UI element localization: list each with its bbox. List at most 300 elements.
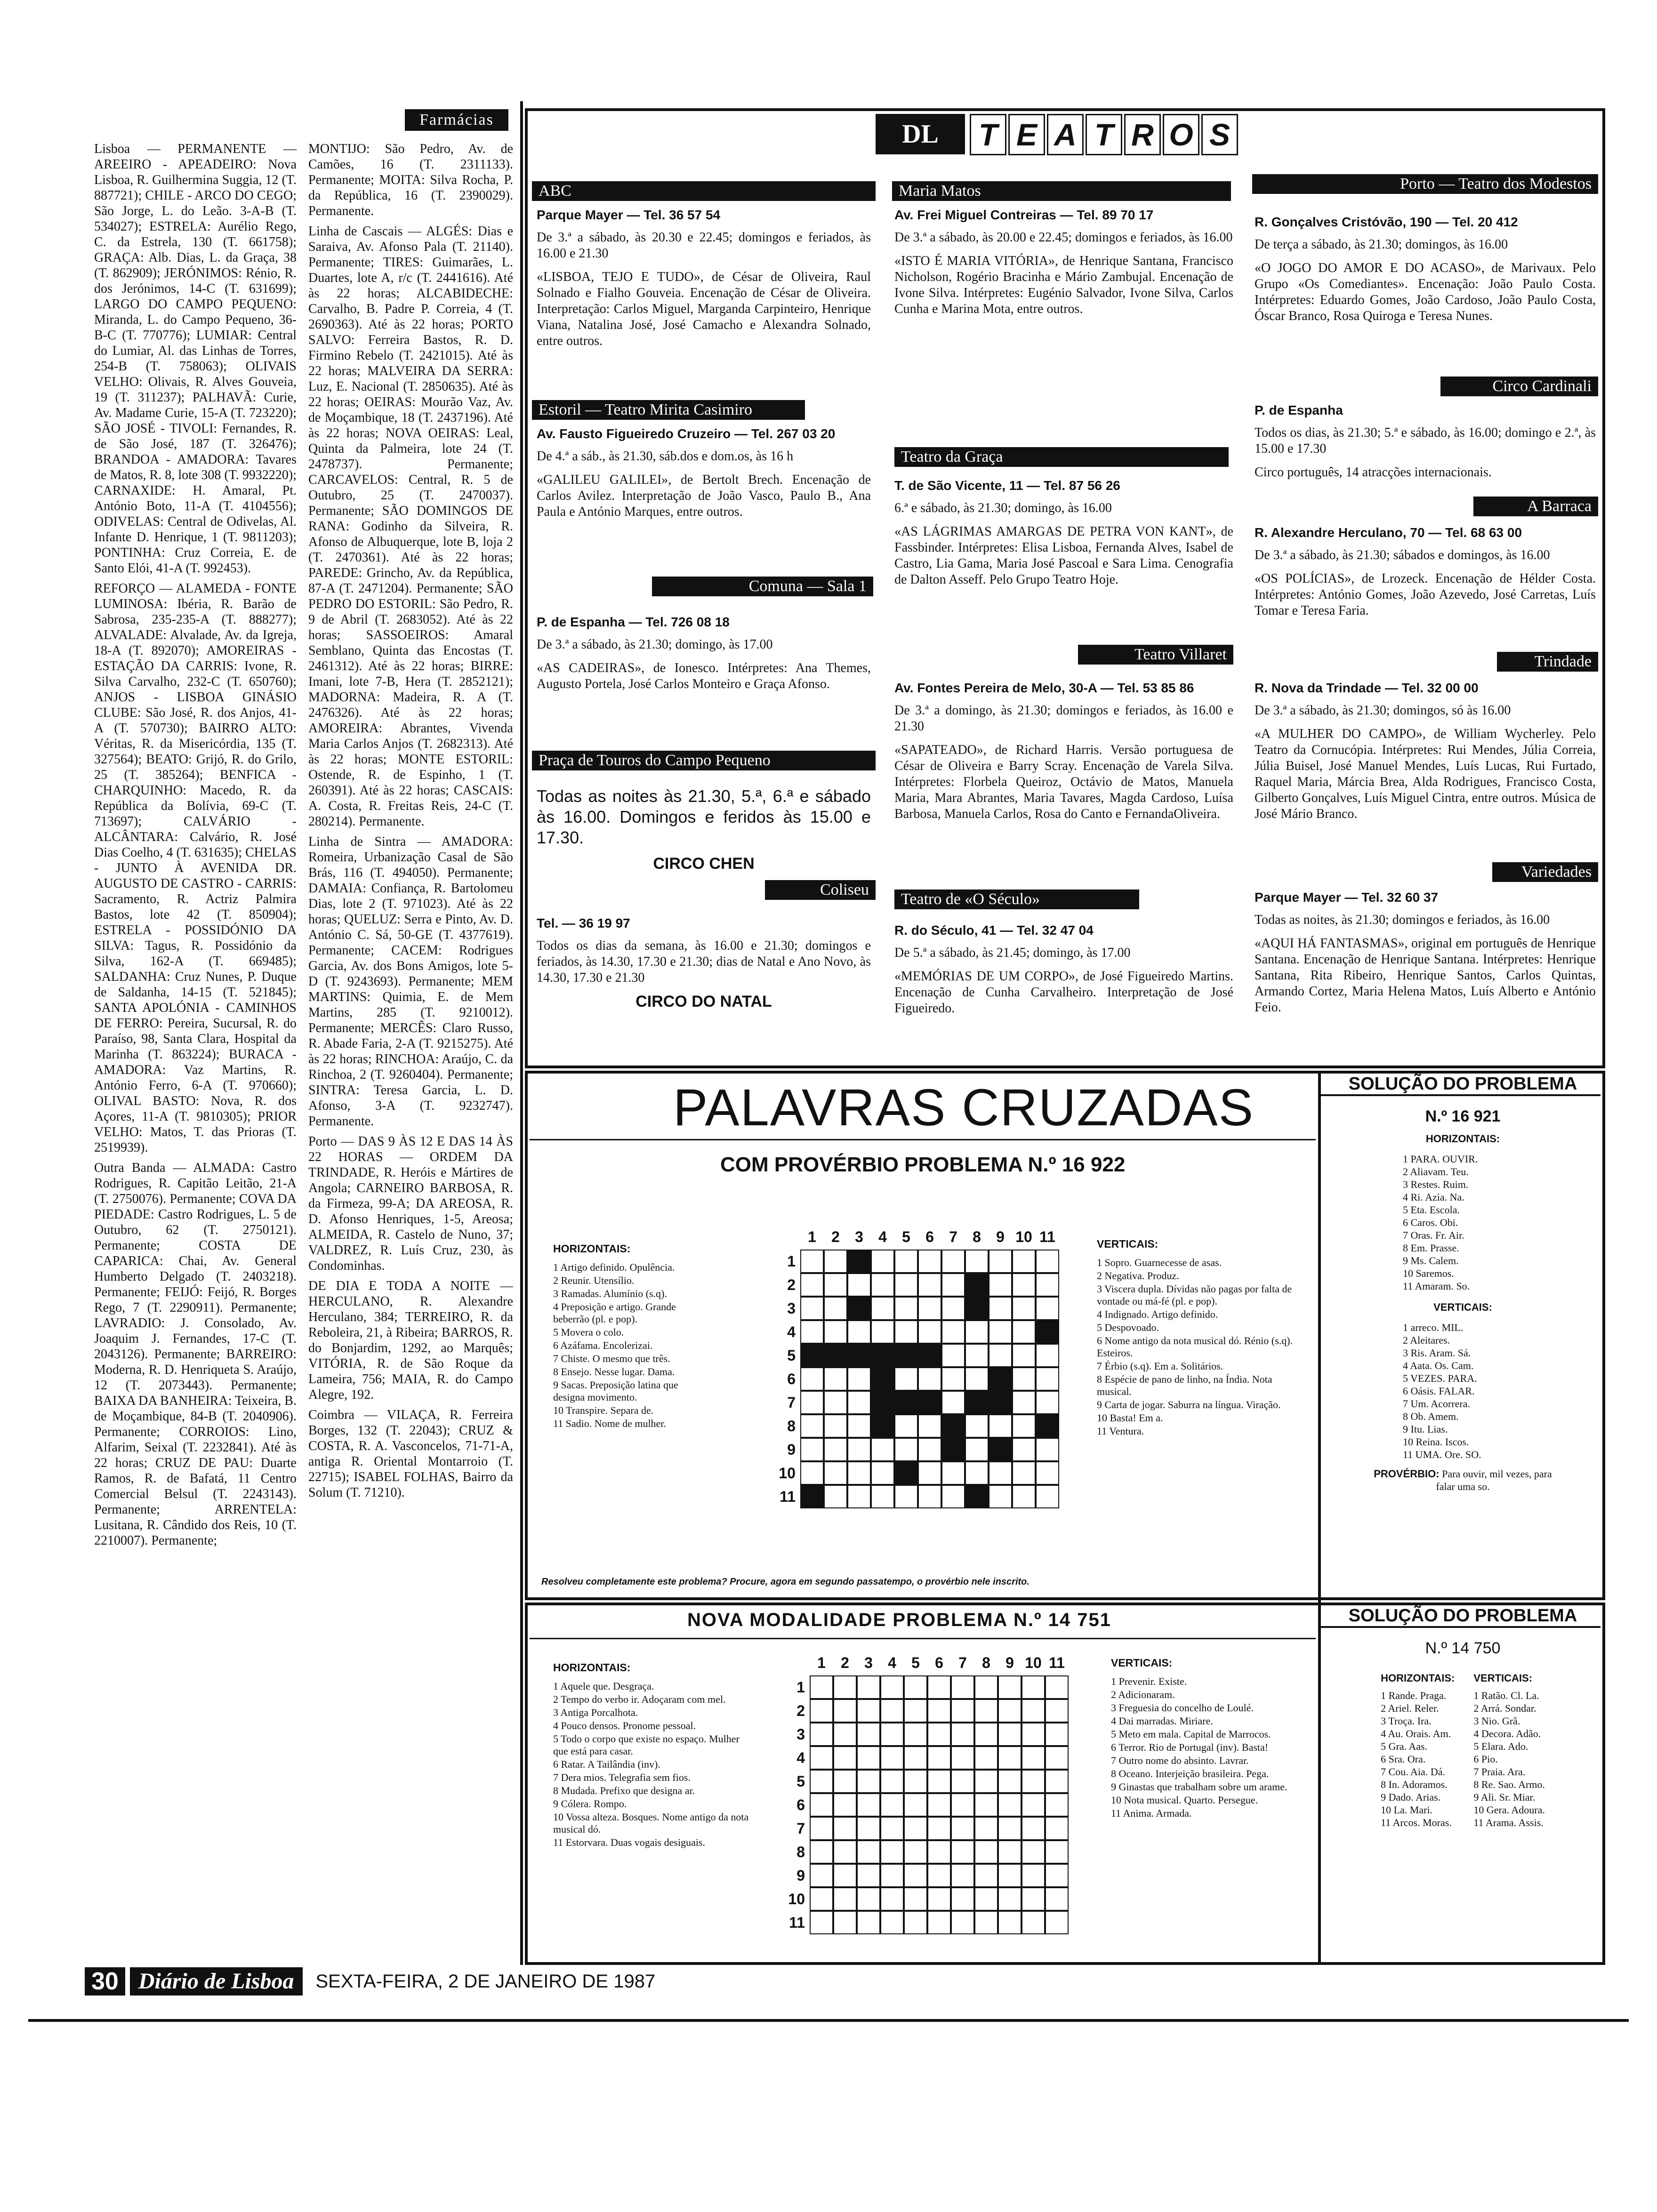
grid-cell (824, 1461, 847, 1485)
theatre-times: 6.ª e sábado, às 21.30; domingo, às 16.00 (894, 501, 1112, 515)
clue-item: 6 Nome antigo da nota musical dó. Rénio (s.q). Esteiros. (1097, 1335, 1293, 1359)
grid-cell (918, 1438, 941, 1461)
solution-item: 2 Arrá. Sondar. (1473, 1702, 1536, 1714)
title-letter: E (1008, 114, 1045, 155)
theatre-description: «MEMÓRIAS DE UM CORPO», de José Figueiredo Martins. Encenação de Cunha Carvalheiro. Interpretação de José Figueiredo. (894, 969, 1233, 1016)
grid-cell (847, 1391, 871, 1414)
clue-item: 7 Outro nome do absinto. Lavrar. (1111, 1755, 1249, 1766)
solution-item: 5 Gra. Aas. (1381, 1740, 1428, 1752)
grid-cell (857, 1770, 880, 1793)
grid-number: 1 (787, 1253, 796, 1270)
grid-cell (1036, 1297, 1059, 1320)
grid-number: 11 (789, 1914, 805, 1931)
grid-cell (1045, 1746, 1069, 1770)
solution-item: 11 Arama. Assis. (1473, 1817, 1544, 1828)
grid-number: 1 (808, 1228, 816, 1245)
black-cell (941, 1414, 965, 1438)
clue-item: 8 Mudada. Prefixo que designa ar. (553, 1785, 695, 1796)
grid-cell (974, 1817, 998, 1840)
theatre-show: CIRCO DO NATAL (635, 993, 772, 1010)
black-cell (989, 1438, 1012, 1461)
solution-item: 2 Aleitares. (1403, 1334, 1450, 1346)
grid-number: 11 (780, 1488, 796, 1505)
theatre-barraca (1255, 525, 1596, 626)
title-letter: O (1163, 114, 1199, 155)
clue-item: 11 Sadio. Nome de mulher. (553, 1418, 666, 1429)
black-cell (918, 1344, 941, 1367)
grid-cell (951, 1770, 974, 1793)
black-cell (871, 1414, 894, 1438)
grid-cell (998, 1699, 1022, 1723)
title-rule (530, 1638, 1316, 1639)
grid-cell (824, 1485, 847, 1508)
grid-cell (1012, 1414, 1036, 1438)
black-cell (989, 1391, 1012, 1414)
theatre-times: De 3.ª a sábado, às 21.30; sábados e domingos, às 16.00 (1255, 548, 1550, 562)
theatre-barraca-header: A Barraca (1473, 497, 1598, 516)
theatre-description: «AS LÁGRIMAS AMARGAS DE PETRA VON KANT», de Fassbinder. Intérpretes: Elisa Lisboa, Fernanda Alves, Isabel de Castro, Lia Gama, Maria José Pascoal e Sara Lima. Cenografia de Dalton Asseff. Pelo Grupo Teatro Hoje. (894, 524, 1233, 587)
grid-number: 4 (888, 1654, 896, 1671)
grid-cell (998, 1723, 1022, 1746)
grid-cell (833, 1746, 857, 1770)
grid-cell (810, 1675, 833, 1699)
clue-item: 9 Sacas. Preposição latina que designa movimento. (553, 1379, 678, 1403)
grid-number: 6 (925, 1228, 934, 1245)
grid-number: 3 (796, 1726, 805, 1743)
theatre-description: «A MULHER DO CAMPO», de William Wycherley. Pelo Teatro da Cornucópia. Intérpretes: Rui Mendes, Júlia Correia, Júlia Buisel, José Manuel Mendes, Luís Lucas, Rui Furtado, Raquel Maria, Márcia Brea, Alda Rodrigues, Francisco Costa, Gilberto Gonçalves, Luís Miguel Cintra, entre outros. Música de José Mário Branco. (1255, 727, 1596, 821)
grid-cell (927, 1746, 951, 1770)
solution-item: 2 Ariel. Reler. (1381, 1702, 1439, 1714)
grid-cell (894, 1273, 918, 1297)
crossword2-row-numbers (786, 1675, 805, 1934)
theatre-times: De 3.ª a sábado, às 20.00 e 22.45; domingos e feriados, às 16.00 (894, 230, 1233, 245)
clue-item: 7 Érbio (s.q). Em a. Solitários. (1097, 1360, 1223, 1372)
grid-cell (1045, 1887, 1069, 1911)
grid-cell (974, 1840, 998, 1864)
theatre-address: Parque Mayer — Tel. 36 57 54 (537, 208, 721, 222)
grid-cell (951, 1911, 974, 1934)
theatre-porto-header: Porto — Teatro dos Modestos (1252, 174, 1598, 194)
grid-cell (1036, 1391, 1059, 1414)
grid-cell (857, 1793, 880, 1817)
grid-number: 2 (796, 1702, 805, 1719)
grid-cell (810, 1746, 833, 1770)
grid-cell (800, 1273, 824, 1297)
grid-cell (871, 1297, 894, 1320)
solution-item: 8 Em. Prasse. (1403, 1242, 1459, 1254)
solution-number: N.º 14 750 (1425, 1639, 1501, 1657)
solution-item: 5 Eta. Escola. (1403, 1204, 1460, 1216)
theatre-cardinali (1255, 402, 1596, 488)
grid-cell (1036, 1273, 1059, 1297)
solution-item: 8 In. Adoramos. (1381, 1779, 1448, 1790)
grid-cell (918, 1461, 941, 1485)
solution-item: 6 Caros. Obi. (1403, 1217, 1458, 1228)
clue-item: 2 Tempo do verbo ir. Adoçaram com mel. (553, 1693, 726, 1705)
grid-cell (941, 1344, 965, 1367)
crossword2-grid (810, 1675, 1069, 1934)
theatre-description: «OS POLÍCIAS», de Lrozeck. Encenação de Hélder Costa. Intérpretes: António Gomes, João Azevedo, José Carretas, Luís Tomar e Teresa Faria. (1255, 571, 1596, 618)
crossword-subtitle: COM PROVÉRBIO PROBLEMA N.º 16 922 (720, 1153, 1126, 1176)
solution-item: 7 Praia. Ara. (1473, 1766, 1526, 1778)
title-letter: R (1124, 114, 1161, 155)
solution-item: 9 Ms. Calem. (1403, 1255, 1459, 1266)
grid-cell (880, 1864, 904, 1887)
theatre-porto (1255, 214, 1596, 332)
solution-title: SOLUÇÃO DO PROBLEMA (1348, 1074, 1577, 1094)
solution-item: 1 PARA. OUVIR. (1403, 1153, 1478, 1165)
theatre-description: Circo português, 14 atracções internacionais. (1255, 465, 1492, 480)
grid-cell (894, 1414, 918, 1438)
solution-item: 5 Elara. Ado. (1473, 1740, 1528, 1752)
grid-number: 5 (787, 1347, 796, 1364)
newspaper-name: Diário de Lisboa (130, 1967, 303, 1996)
theatre-graca-header: Teatro da Graça (894, 447, 1229, 467)
theatre-coliseu (537, 915, 871, 1017)
pharmacy-outra-banda: Outra Banda — ALMADA: Castro Rodrigues, R. Capitão Leitão, 21-A (T. 2750076). Permanente; COVA DA PIEDADE: Castro Rodrigues, L. 5 de Outubro, 62 (T. 2750121). Permanente; COSTA DE CAPARICA: Chai, Av. General Humberto Delgado (T. 2403218). Permanente; FEIJÓ: Feijó, R. Borges Rego, 7 (T. 2290911). Permanente; LAVRADIO: J. Consolado, Av. Joaquim J. Fernandes, 17-C (T. 2043126). Permanente; BARREIRO: Moderna, R. D. Henriqueta S. Araújo, 12 (T. 2073443). Permanente; BAIXA DA BANHEIRA: Teixeira, B. de Moçambique, 84-B (T. 2040906). Permanente; CORROIOS: Lino, Alfarim, Seixal (T. 2232841). Até às 22 horas; CRUZ DE PAU: Duarte Ramos, R. de Bafatá, 11 Centro Comercial Belsul (T. 2243143). Permanente; ARRENTELA: Lusitana, R. Cândido dos Reis, 10 (T. 2210007). Permanente; (94, 1161, 297, 1548)
theatre-description: «AQUI HÁ FANTASMAS», original em português de Henrique Santana. Encenação de Henrique Santana. Intérpretes: Henrique Santana, Rita Ribeiro, Henrique Santos, Carlos Quintas, Armando Cortez, Maria Helena Matos, Luís Alberto e António Feio. (1255, 936, 1596, 1015)
grid-cell (904, 1675, 927, 1699)
clue-item: 11 Anima. Armada. (1111, 1807, 1192, 1819)
crossword1-footnote: Resolveu completamente este problema? Procure, agora em segundo passatempo, o provérbio nele inscrito. (541, 1577, 1030, 1587)
black-cell (989, 1367, 1012, 1391)
title-letter: A (1047, 114, 1084, 155)
grid-cell (951, 1675, 974, 1699)
theatre-seculo-header: Teatro de «O Século» (894, 890, 1139, 909)
clue-item: 5 Meto em mala. Capital de Marrocos. (1111, 1728, 1271, 1740)
grid-cell (1022, 1817, 1045, 1840)
black-cell (871, 1367, 894, 1391)
black-cell (1036, 1414, 1059, 1438)
theatre-variedades-header: Variedades (1492, 862, 1598, 882)
grid-cell (998, 1864, 1022, 1887)
grid-cell (800, 1297, 824, 1320)
grid-cell (833, 1864, 857, 1887)
theatre-maria-header: Maria Matos (892, 181, 1231, 201)
grid-cell (989, 1320, 1012, 1344)
grid-cell (880, 1675, 904, 1699)
crossword-title: PALAVRAS CRUZADAS (673, 1079, 1255, 1137)
theatre-estoril (537, 426, 871, 528)
grid-cell (1012, 1320, 1036, 1344)
solution-item: 6 Sra. Ora. (1381, 1753, 1426, 1765)
grid-cell (951, 1864, 974, 1887)
grid-cell (941, 1320, 965, 1344)
clue-item: 4 Indignado. Artigo definido. (1097, 1308, 1218, 1320)
grid-cell (927, 1817, 951, 1840)
grid-cell (810, 1817, 833, 1840)
grid-cell (894, 1367, 918, 1391)
clue-item: 9 Ginastas que trabalham sobre um arame. (1111, 1781, 1287, 1793)
grid-cell (857, 1723, 880, 1746)
grid-cell (857, 1887, 880, 1911)
grid-number: 5 (796, 1773, 805, 1790)
grid-number: 9 (796, 1867, 805, 1884)
grid-cell (998, 1675, 1022, 1699)
solution-divider (1318, 1071, 1321, 1965)
theatre-praca (537, 786, 871, 879)
grid-cell (941, 1367, 965, 1391)
grid-cell (941, 1250, 965, 1273)
grid-cell (880, 1746, 904, 1770)
solution-number: N.º 16 921 (1425, 1107, 1501, 1125)
grid-cell (998, 1770, 1022, 1793)
crossword1-row-numbers (777, 1250, 796, 1508)
solution-item: 5 VEZES. PARA. (1403, 1372, 1477, 1384)
grid-cell (880, 1887, 904, 1911)
black-cell (1036, 1320, 1059, 1344)
grid-cell (880, 1817, 904, 1840)
grid-number: 9 (1005, 1654, 1014, 1671)
grid-cell (1022, 1770, 1045, 1793)
theatre-seculo (894, 922, 1233, 1024)
grid-number: 1 (817, 1654, 826, 1671)
grid-cell (904, 1887, 927, 1911)
grid-cell (800, 1461, 824, 1485)
title-rule (530, 1139, 1316, 1140)
theatre-address: T. de São Vicente, 11 — Tel. 87 56 26 (894, 478, 1120, 493)
theatre-maria (894, 207, 1233, 325)
grid-cell (847, 1273, 871, 1297)
black-cell (847, 1250, 871, 1273)
clue-item: 11 Ventura. (1097, 1425, 1144, 1437)
grid-cell (880, 1770, 904, 1793)
grid-cell (800, 1391, 824, 1414)
grid-number: 5 (902, 1228, 910, 1245)
grid-number: 1 (796, 1679, 805, 1696)
grid-cell (989, 1344, 1012, 1367)
grid-cell (965, 1438, 989, 1461)
grid-number: 9 (787, 1441, 796, 1458)
grid-cell (824, 1250, 847, 1273)
grid-cell (894, 1438, 918, 1461)
grid-number: 5 (911, 1654, 920, 1671)
grid-cell (998, 1793, 1022, 1817)
black-cell (894, 1391, 918, 1414)
grid-number: 9 (996, 1228, 1005, 1245)
theatre-address: R. Gonçalves Cristóvão, 190 — Tel. 20 412 (1255, 215, 1518, 229)
grid-number: 10 (788, 1891, 805, 1907)
teatros-title (970, 114, 1240, 154)
solution-item: 1 arreco. MIL. (1403, 1322, 1464, 1333)
solution-item: 11 Amaram. So. (1403, 1280, 1470, 1292)
solution-title: SOLUÇÃO DO PROBLEMA (1348, 1606, 1577, 1626)
grid-cell (1022, 1699, 1045, 1723)
solution-item: 4 Decora. Adão. (1473, 1728, 1541, 1739)
solution-item: 7 Cou. Aia. Dá. (1381, 1766, 1445, 1778)
solution-item: 3 Troça. Ira. (1381, 1715, 1432, 1727)
grid-cell (871, 1461, 894, 1485)
solution2 (1323, 1606, 1603, 1829)
grid-cell (951, 1817, 974, 1840)
grid-number: 3 (787, 1300, 796, 1317)
grid-cell (918, 1250, 941, 1273)
grid-cell (1045, 1793, 1069, 1817)
theatre-times: Todas as noites, às 21.30; domingos e feriados, às 16.00 (1255, 913, 1550, 927)
theatre-description: «O JOGO DO AMOR E DO ACASO», de Marivaux. Pelo Grupo «Os Comediantes». Encenação: João Paulo Costa. Intérpretes: Eduardo Gomes, João Cardoso, João Paulo Costa, Óscar Branco, Rosa Quiroga e Teresa Nunes. (1255, 261, 1596, 323)
grid-number: 8 (796, 1843, 805, 1860)
grid-cell (857, 1699, 880, 1723)
grid-cell (857, 1864, 880, 1887)
grid-number: 8 (982, 1654, 990, 1671)
grid-cell (871, 1320, 894, 1344)
grid-number: 7 (796, 1820, 805, 1837)
grid-cell (847, 1461, 871, 1485)
solution-item: 9 Itu. Lias. (1403, 1423, 1448, 1435)
grid-cell (989, 1297, 1012, 1320)
grid-cell (904, 1840, 927, 1864)
clue-item: 8 Oceano. Interjeição brasileira. Pega. (1111, 1768, 1269, 1779)
solution-item: 10 Reina. Iscos. (1403, 1436, 1469, 1448)
grid-cell (904, 1699, 927, 1723)
solution-item: 3 Ris. Aram. Sá. (1403, 1347, 1471, 1359)
black-cell (800, 1344, 824, 1367)
grid-cell (894, 1485, 918, 1508)
pharmacy-sintra: Linha de Sintra — AMADORA: Romeira, Urbanização Casal de São Brás, 116 (T. 494050). Permanente; DAMAIA: Confiança, R. Bartolomeu Dias, lote 2 (T. 971023). Até às 22 horas; QUELUZ: Serra e Pinto, Av. D. António C. Sá, 50-GE (T. 4377619). Permanente; CACEM: Rodrigues Garcia, Av. dos Bons Amigos, lote 5-D (T. 9243693). Permanente; MEM MARTINS: Quimia, E. de Mem Martins, 285 (T. 9210012). Permanente; MERCÊS: Claro Russo, R. Abade Faria, 2-A (T. 9215275). Até às 22 horas; RINCHOA: Araújo, C. da Rinchoa, 2 (T. 9260404). Permanente; SINTRA: Teresa Garcia, L. D. Afonso, 3-A (T. 9232747). Permanente. (308, 834, 513, 1129)
grid-number: 7 (958, 1654, 967, 1671)
theatre-graca (894, 478, 1233, 595)
solution-item: 2 Aliavam. Teu. (1403, 1166, 1469, 1178)
grid-cell (941, 1485, 965, 1508)
grid-cell (974, 1675, 998, 1699)
pharmacy-coimbra: Coimbra — VILAÇA, R. Ferreira Borges, 132 (T. 22043); CRUZ & COSTA, R. A. Vasconcelos, 71-71-A, antiga R. Oriental Montarroio (T. 22715); ISABEL FOLHAS, Bairro da Solum (T. 71210). (308, 1408, 513, 1500)
crossword2-verticals (1111, 1657, 1299, 1820)
grid-cell (847, 1320, 871, 1344)
grid-cell (1022, 1887, 1045, 1911)
theatre-times: De terça a sábado, às 21.30; domingos, às 16.00 (1255, 237, 1508, 252)
grid-cell (833, 1911, 857, 1934)
solution-item: 10 La. Mari. (1381, 1804, 1433, 1816)
grid-cell (904, 1864, 927, 1887)
grid-cell (965, 1320, 989, 1344)
clue-heading: VERTICAIS: (1433, 1301, 1492, 1313)
grid-cell (894, 1250, 918, 1273)
title-letter: T (1086, 114, 1122, 155)
grid-number: 4 (796, 1749, 805, 1766)
grid-cell (1045, 1699, 1069, 1723)
theatre-trindade-header: Trindade (1497, 652, 1598, 672)
grid-cell (974, 1864, 998, 1887)
theatre-description: Todas as noites às 21.30, 5.ª, 6.ª e sábado às 16.00. Domingos e feridos às 15.00 e 17.30. (537, 786, 871, 847)
theatre-cardinali-header: Circo Cardinali (1440, 377, 1598, 396)
pharmacy-cascais: Linha de Cascais — ALGÉS: Dias e Saraiva, Av. Afonso Pala (T. 21140). Permanente; TIRES: Guimarães, L. Duartes, lote A, r/c (T. 2441616). Até às 22 horas; ALCABIDECHE: Carvalho, B. Padre P. Correia, 4 (T. 2690363). Até às 22 horas; PORTO SALVO: Ferreira Bastos, R. D. Firmino Rebelo (T. 2421015). Até às 22 horas; MALVEIRA DA SERRA: Luz, E. Nacional (T. 2850635). Até às 22 horas; OEIRAS: Mourão Vaz, Av. de Moçambique, 18 (T. 2437196). Até às 22 horas; NOVA OEIRAS: Leal, Quinta da Palmeira, lote 24 (T. 2478737). Permanente; CARCAVELOS: Central, R. 5 de Outubro, 25 (T. 2470037). Permanente; SÃO DOMINGOS DE RANA: Godinho da Silveira, R. Afonso de Albuquerque, lote B, loja 2 (T. 2470361). Até às 22 horas; PAREDE: Grincho, Av. da República, 87-A (T. 2471204). Permanente; SÃO PEDRO DO ESTORIL: São Pedro, R. 9 de Abril (T. 2683052). Até às 22 horas; SASSOEIROS: Amaral Semblano, Quinta das Encostas (T. 2461312). Até às 22 horas; BIRRE: Imani, lote 7-B, Hera (T. 2852121); MADORNA: Madeira, R. A (T. 2476326). Até às 22 horas; AMOREIRA: Abrantes, Vivenda Maria Carlos Anjos (T. 2682313). Até às 22 horas; MONTE ESTORIL: Ostende, R. de Espinho, 1 (T. 260391). Até às 22 horas; CASCAIS: A. Costa, R. Freitas Reis, 24-C (T. 280214). Permanente. (308, 224, 513, 829)
grid-cell (927, 1699, 951, 1723)
grid-cell (951, 1887, 974, 1911)
grid-cell (871, 1485, 894, 1508)
theatre-address: Av. Fontes Pereira de Melo, 30-A — Tel. 53 85 86 (894, 681, 1194, 695)
clue-item: 1 Aquele que. Desgraça. (553, 1680, 654, 1692)
grid-cell (974, 1699, 998, 1723)
solution-item: 8 Ob. Amem. (1403, 1411, 1459, 1422)
dl-logo: DL (876, 114, 965, 154)
grid-cell (927, 1864, 951, 1887)
crossword1-horizontals (553, 1242, 704, 1431)
theatre-address: P. de Espanha — Tel. 726 08 18 (537, 615, 730, 629)
crossword2-column-numbers (810, 1654, 1069, 1672)
title-rule (1318, 1094, 1601, 1096)
grid-cell (965, 1367, 989, 1391)
grid-cell (810, 1699, 833, 1723)
grid-cell (847, 1414, 871, 1438)
grid-cell (1012, 1438, 1036, 1461)
grid-cell (880, 1699, 904, 1723)
grid-cell (951, 1793, 974, 1817)
solution-item: 7 Um. Acorrera. (1403, 1398, 1470, 1410)
grid-cell (1022, 1911, 1045, 1934)
theatre-times: De 3.ª a sábado, às 21.30; domingos, só às 16.00 (1255, 703, 1511, 718)
solution-item: 4 Aata. Os. Cam. (1403, 1360, 1474, 1371)
black-cell (847, 1297, 871, 1320)
solution-item: 7 Oras. Fr. Air. (1403, 1229, 1464, 1241)
grid-cell (847, 1367, 871, 1391)
solution-item: 3 Nio. Grã. (1473, 1715, 1520, 1727)
grid-cell (1022, 1793, 1045, 1817)
solution-item: 1 Ratão. Cl. La. (1473, 1690, 1539, 1701)
page-footer (85, 1967, 655, 1996)
theatre-address: Tel. — 36 19 97 (537, 916, 630, 930)
grid-cell (927, 1770, 951, 1793)
pharmacies-column-1 (94, 141, 297, 1553)
grid-cell (810, 1864, 833, 1887)
column-rule (520, 101, 523, 1965)
clue-item: 5 Despovoado. (1097, 1322, 1159, 1333)
grid-cell (833, 1770, 857, 1793)
clue-item: 4 Preposição e artigo. Grande beberrão (pl. e pop). (553, 1301, 676, 1325)
solution-item: 3 Restes. Ruim. (1403, 1178, 1469, 1190)
theatre-address: Av. Frei Miguel Contreiras — Tel. 89 70 17 (894, 208, 1154, 222)
grid-number: 7 (787, 1394, 796, 1411)
clue-item: 9 Carta de jogar. Saburra na língua. Viração. (1097, 1399, 1281, 1411)
clue-item: 7 Chiste. O mesmo que três. (553, 1353, 670, 1364)
pharmacy-lisboa: Lisboa — PERMANENTE — AREEIRO - APEADEIRO: Nova Lisboa, R. Guilhermina Suggia, 12 (T. 887721); CHILE - ARCO DO CEGO; São Jorge, L. do Leão. 3-A-B (T. 534027); ESTRELA: Aurélio Rego, C. da Estrela, 130 (T. 661758); GRAÇA: Alb. Dias, L. da Graça, 38 (T. 862909); JERÓNIMOS: Rénio, R. dos Jerónimos, 14-C (T. 631699); LARGO DO CAMPO PEQUENO: Miranda, L. do Campo Pequeno, 36-B-C (T. 770776); LUMIAR: Central do Lumiar, Al. das Linhas de Torres, 254-B (T. 758063); OLIVAIS VELHO: Olivais, R. Alves Gouveia, 19 (T. 311237); PALHAVÃ: Curie, Av. Madame Curie, 15-A (T. 723220); SÃO JOSÉ - TIVOLI: Fernandes, R. de São José, 187 (T. 326476); BRANDOA - AMADORA: Tavares de Matos, R. 8, lote 308 (T. 9932220); CARNAXIDE: H. Amaral, Pt. António Boto, 11-A (T. 4104556); ODIVELAS: Central de Odivelas, Al. Infante D. Henrique, 1 (T. 9811203); PONTINHA: Cruz Correia, E. de Santo Elói, 41-A (T. 992453). (94, 142, 297, 576)
crossword1-verticals (1097, 1238, 1295, 1438)
solution-item: 8 Re. Sao. Armo. (1473, 1779, 1545, 1790)
theatre-times: De 4.ª a sáb., às 21.30, sáb.dos e dom.os, às 16 h (537, 449, 794, 464)
title-letter: S (1201, 114, 1238, 155)
clue-item: 3 Ramadas. Alumínio (s.q). (553, 1288, 667, 1299)
black-cell (871, 1391, 894, 1414)
grid-cell (1045, 1911, 1069, 1934)
grid-cell (1012, 1485, 1036, 1508)
grid-cell (1045, 1864, 1069, 1887)
clue-item: 8 Espécie de pano de linho, na Índia. Nota musical. (1097, 1373, 1272, 1397)
grid-cell (824, 1367, 847, 1391)
grid-cell (1022, 1840, 1045, 1864)
grid-cell (927, 1675, 951, 1699)
grid-cell (833, 1699, 857, 1723)
clue-heading: HORIZONTAIS: (1425, 1133, 1500, 1145)
clue-item: 6 Ratar. A Tailândia (inv). (553, 1758, 660, 1770)
grid-cell (965, 1344, 989, 1367)
grid-cell (880, 1911, 904, 1934)
grid-cell (880, 1840, 904, 1864)
clue-item: 10 Transpire. Separa de. (553, 1404, 654, 1416)
grid-cell (800, 1414, 824, 1438)
clue-heading: HORIZONTAIS: (553, 1661, 631, 1674)
grid-cell (927, 1840, 951, 1864)
theatre-address: Parque Mayer — Tel. 32 60 37 (1255, 890, 1439, 905)
clue-item: 6 Azáfama. Encolerizai. (553, 1339, 653, 1351)
grid-cell (833, 1887, 857, 1911)
theatre-praca-header: Praça de Touros do Campo Pequeno (532, 751, 876, 770)
grid-cell (894, 1297, 918, 1320)
grid-cell (904, 1817, 927, 1840)
grid-cell (824, 1320, 847, 1344)
theatre-description: «AS CADEIRAS», de Ionesco. Intérpretes: Ana Themes, Augusto Portela, José Carlos Monteiro e Graça Afonso. (537, 661, 871, 691)
theatre-comuna-header: Comuna — Sala 1 (652, 577, 873, 596)
grid-cell (918, 1367, 941, 1391)
theatre-comuna (537, 614, 871, 700)
